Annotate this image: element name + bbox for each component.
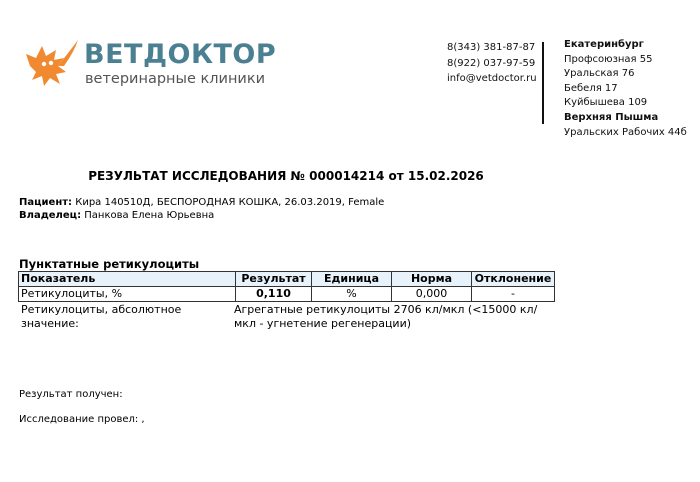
brand-subtitle: ветеринарные клиники (85, 71, 266, 87)
result-received: Результат получен: (19, 389, 123, 400)
patient-value: Кира 140510Д, БЕСПОРОДНАЯ КОШКА, 26.03.2019, Female (75, 197, 385, 208)
patient-info (19, 196, 384, 222)
header-unit: Единица (312, 272, 392, 287)
header-deviation: Отклонение (472, 272, 555, 287)
city-verkhnyaya-pyshma: Верхняя Пышма (564, 111, 659, 123)
cell-result: 0,110 (236, 287, 312, 302)
city-ekaterinburg: Екатеринбург (564, 39, 644, 50)
phone-1: 8(343) 381-87-87 (447, 42, 536, 53)
owner-line (19, 209, 384, 222)
results-table (18, 271, 555, 302)
header-indicator: Показатель (19, 272, 236, 287)
cell-deviation: - (472, 287, 555, 302)
phone-2: 8(922) 037-97-59 (447, 57, 536, 69)
owner-value: Панкова Елена Юрьевна (84, 210, 215, 221)
cell-indicator: Ретикулоциты, % (19, 287, 236, 302)
table-row (19, 287, 555, 302)
note-label: Ретикулоциты, абсолютное значение: (21, 303, 182, 330)
table-header-row (19, 272, 555, 287)
address-1: Профсоюзная 55 (564, 53, 653, 65)
header-norm: Норма (392, 272, 472, 287)
note-value: Агрегатные ретикулоциты 2706 кл/мкл (<15000 кл/мкл - угнетение регенерации) (234, 303, 538, 330)
address-5: Уральских Рабочих 44б (564, 126, 687, 138)
header-result: Результат (236, 272, 312, 287)
owner-label: Владелец: (19, 210, 82, 221)
address-2: Уральская 76 (564, 68, 635, 80)
patient-label: Пациент: (19, 197, 73, 208)
address-3: Бебеля 17 (564, 82, 618, 94)
contacts-block (447, 40, 537, 87)
cell-norm: 0,000 (392, 287, 472, 302)
address-4: Куйбышева 109 (564, 97, 648, 109)
addresses-block (564, 38, 687, 140)
header-divider (542, 42, 544, 124)
section-title: Пунктатные ретикулоциты (19, 257, 200, 271)
cat-logo-icon (24, 36, 82, 88)
brand-name: ВЕТДОКТОР (84, 39, 277, 70)
report-title: РЕЗУЛЬТАТ ИССЛЕДОВАНИЯ № 000014214 от 15.02.2026 (88, 169, 484, 183)
cell-unit: % (312, 287, 392, 302)
patient-line (19, 196, 384, 209)
performed-by: Исследование провел: , (19, 414, 145, 425)
email: info@vetdoctor.ru (447, 73, 537, 84)
